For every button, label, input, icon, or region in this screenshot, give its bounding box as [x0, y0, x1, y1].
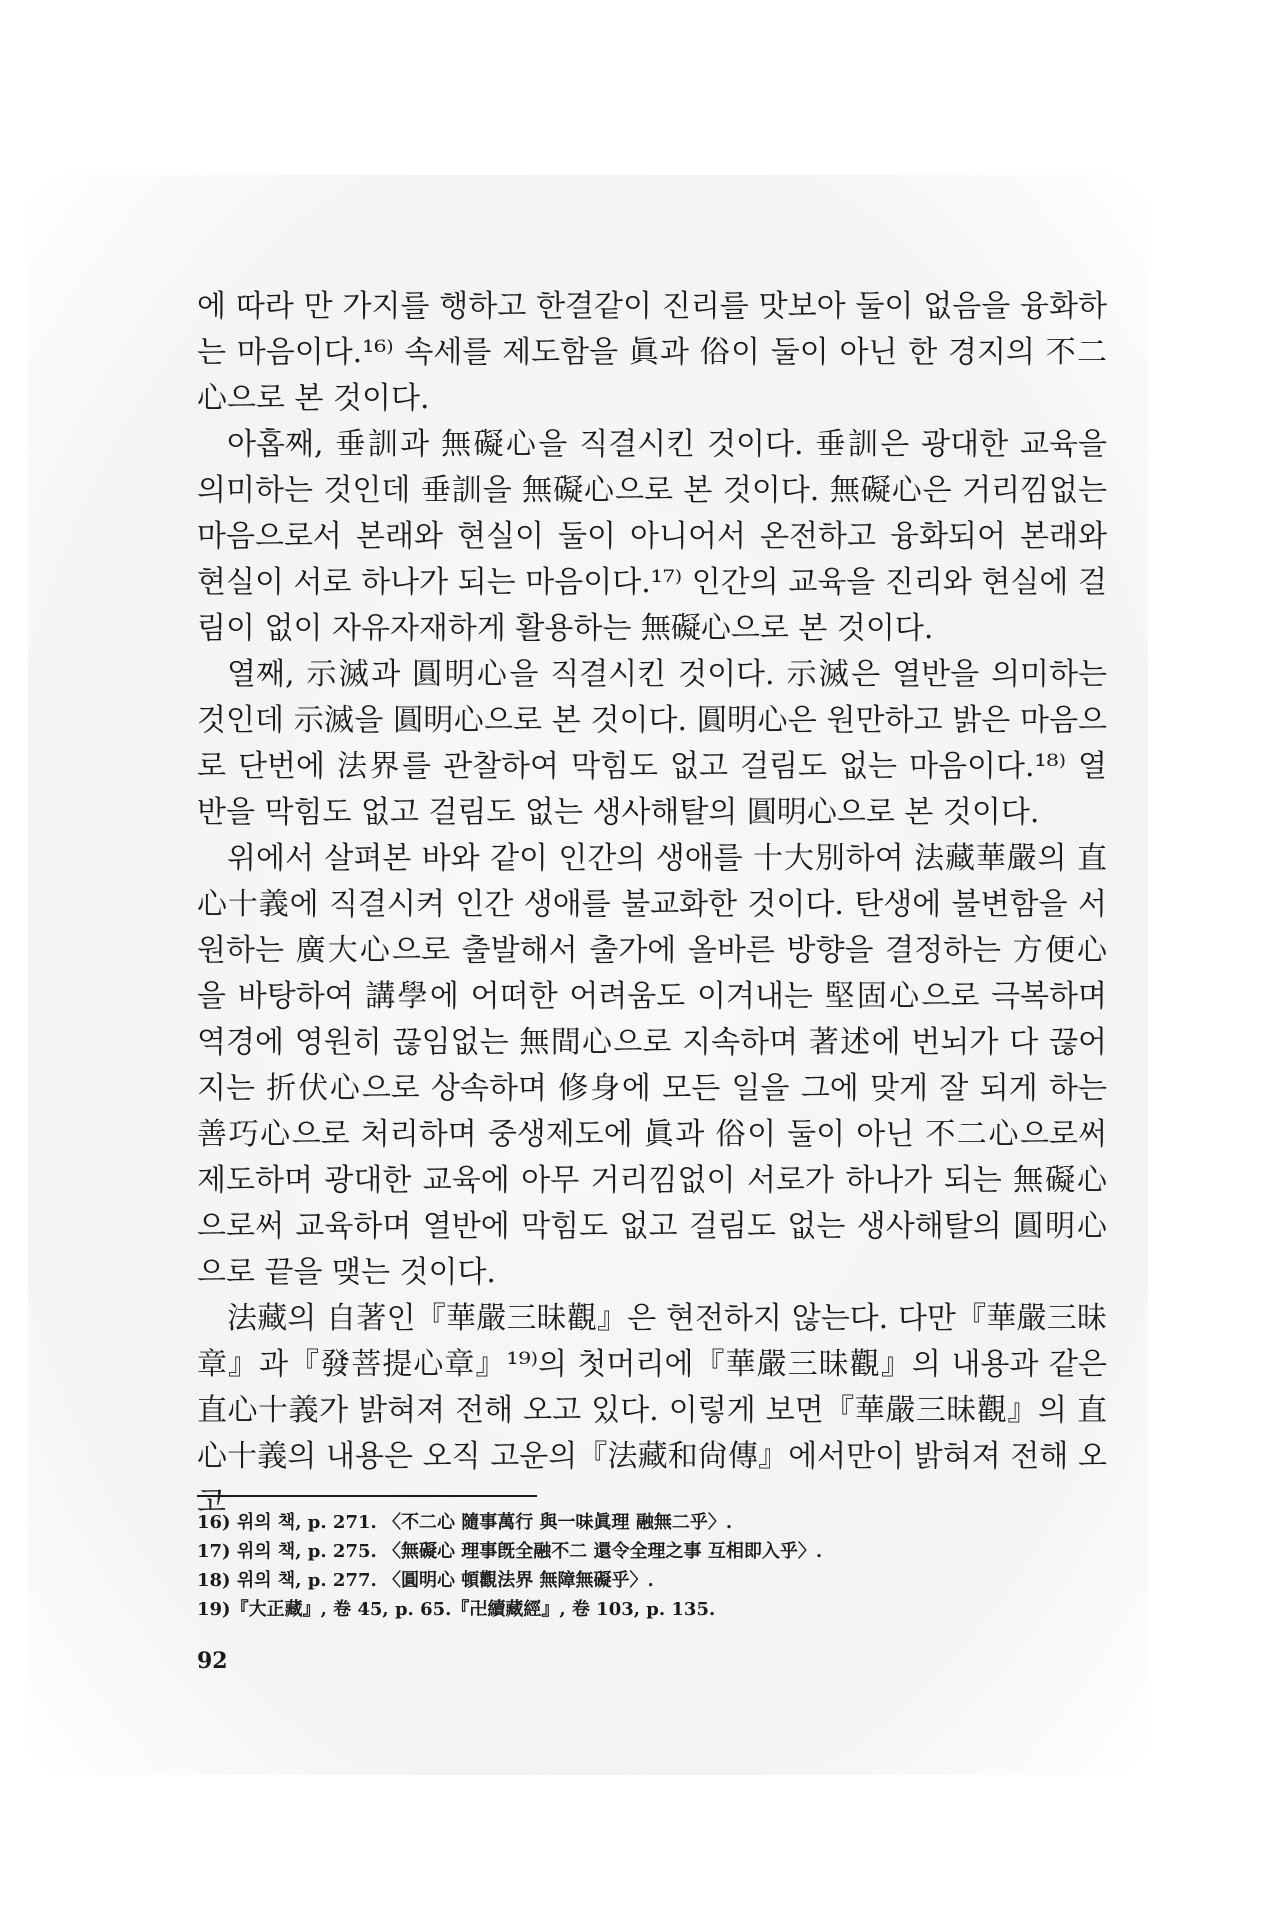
paragraph-summary: 위에서 살펴본 바와 같이 인간의 생애를 十大別하여 法藏華嚴의 直心十義에 직결시켜 인간 생애를 불교화한 것이다. 탄생에 불변함을 서원하는 廣大心으로 출발해서 출가에 올바른 방향을 결정하는 方便心을 바탕하여 講學에 어떠한 어려움도 이겨내는 堅固心으로 극복하며 역경에 영원히 끊임없는 無間心으로 지속하며 著述에 번뇌가 다 끊어지는 折伏心으로 상속하며 修身에 모든 일을 그에 맞게 잘 되게 하는 善巧心으로 처리하며 중생제도에 眞과 俗이 둘이 아닌 不二心으로써 제도하며 광대한 교육에 아무 거리낌없이 서로가 하나가 되는 無礙心으로써 교육하며 열반에 막힘도 없고 걸림도 없는 생사해탈의 圓明心으로 끝을 맺는 것이다. [197, 841, 1108, 1290]
footnote-divider [197, 1495, 537, 1497]
paragraph-continuation: 에 따라 만 가지를 행하고 한결같이 진리를 맛보아 둘이 없음을 융화하는 마음이다.¹⁶⁾ 속세를 제도함을 眞과 俗이 둘이 아닌 한 경지의 不二心으로 본 것이다. [197, 289, 1107, 416]
paragraph-tenth: 열째, 示滅과 圓明心을 직결시킨 것이다. 示滅은 열반을 의미하는 것인데 示滅을 圓明心으로 본 것이다. 圓明心은 원만하고 밝은 마음으로 단번에 法界를 관찰하여 막힘도 없고 걸림도 없는 마음이다.¹⁸⁾ 열반을 막힘도 없고 걸림도 없는 생사해탈의 圓明心으로 본 것이다. [197, 657, 1107, 830]
footnote-19: 19)『大正藏』, 卷 45, p. 65.『卍續藏經』, 卷 103, p. 135. [197, 1599, 716, 1620]
page-number: 92 [197, 1648, 228, 1674]
paragraph-ninth: 아홉째, 垂訓과 無礙心을 직결시킨 것이다. 垂訓은 광대한 교육을 의미하는 것인데 垂訓을 無礙心으로 본 것이다. 無礙心은 거리낌없는 마음으로서 본래와 현실이 둘이 아니어서 온전하고 융화되어 본래와 현실이 서로 하나가 되는 마음이다.¹⁷⁾ 인간의 교육을 진리와 현실에 걸림이 없이 자유자재하게 활용하는 無礙心으로 본 것이다. [197, 427, 1107, 646]
footnote-18: 18) 위의 책, p. 277. 〈圓明心 頓觀法界 無障無礙乎〉. [197, 1570, 654, 1591]
paragraph-fazang: 法藏의 自著인『華嚴三昧觀』은 현전하지 않는다. 다만『華嚴三昧章』과『發菩提心章』¹⁹⁾의 첫머리에『華嚴三昧觀』의 내용과 같은 直心十義가 밝혀져 전해 오고 있다. 이렇게 보면『華嚴三昧觀』의 直心十義의 내용은 오직 고운의『法藏和尙傳』에서만이 밝혀져 전해 오고 [197, 1301, 1107, 1520]
body-text [197, 284, 1107, 1526]
footnote-17: 17) 위의 책, p. 275. 〈無礙心 理事旣全融不二 還令全理之事 互相即入乎〉. [197, 1541, 823, 1562]
footnotes [197, 1508, 1107, 1624]
footnote-16: 16) 위의 책, p. 271. 〈不二心 隨事萬行 與一味眞理 融無二乎〉. [197, 1512, 733, 1533]
